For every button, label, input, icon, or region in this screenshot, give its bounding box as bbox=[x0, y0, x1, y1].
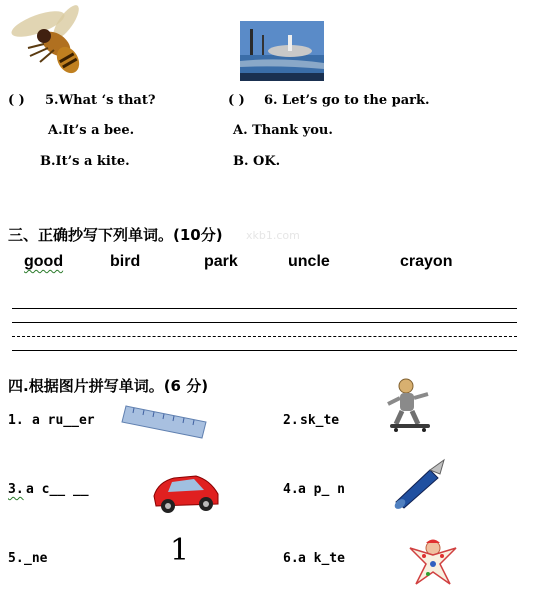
q5-paren: ( ) bbox=[8, 93, 25, 108]
kite-icon bbox=[406, 538, 460, 585]
skater-icon bbox=[384, 376, 436, 434]
q5-option-b: B.It’s a kite. bbox=[40, 154, 130, 169]
item-1-text: a ru__er bbox=[32, 413, 95, 428]
watermark: xkb1.com bbox=[246, 229, 300, 242]
item-3-text: a c__ __ bbox=[26, 482, 89, 497]
item-4-text: a p_ n bbox=[298, 482, 345, 497]
copy-word-crayon: crayon bbox=[400, 253, 453, 270]
item-5-number: 5. bbox=[8, 551, 24, 566]
q5-option-a: A.It’s a bee. bbox=[48, 123, 135, 138]
copy-word-bird: bird bbox=[110, 253, 141, 270]
item-2-number: 2. bbox=[283, 413, 299, 428]
item-6-number: 6. bbox=[283, 551, 299, 566]
section3-title: 三、正确抄写下列单词。(10分) bbox=[8, 226, 223, 244]
number-one-picture: 1 bbox=[170, 533, 190, 568]
writing-line-2 bbox=[12, 322, 517, 323]
q6-text: 6. Let’s go to the park. bbox=[264, 93, 430, 108]
item-6-text: a k_te bbox=[298, 551, 345, 566]
ruler-icon bbox=[120, 400, 208, 440]
item-5-text: _ne bbox=[24, 551, 48, 566]
section4-title: 四.根据图片拼写单词。(6 分) bbox=[8, 377, 209, 395]
bee-icon bbox=[8, 0, 86, 74]
writing-line-3 bbox=[12, 336, 517, 337]
park-photo bbox=[240, 21, 324, 81]
writing-line-1 bbox=[12, 308, 517, 309]
writing-line-4 bbox=[12, 350, 517, 351]
copy-word-good: good bbox=[24, 253, 64, 270]
q6-option-a: A. Thank you. bbox=[233, 123, 333, 138]
q6-paren: ( ) bbox=[228, 93, 245, 108]
item-1-number: 1. bbox=[8, 413, 24, 428]
item-3-number: 3. bbox=[8, 482, 24, 497]
car-icon bbox=[150, 466, 222, 518]
pen-icon bbox=[390, 456, 450, 510]
copy-word-uncle: uncle bbox=[288, 253, 330, 270]
item-4-number: 4. bbox=[283, 482, 299, 497]
item-2-text: sk_te bbox=[300, 413, 340, 428]
q6-option-b: B. OK. bbox=[233, 154, 281, 169]
q5-text: 5.What ‘s that? bbox=[45, 93, 156, 108]
copy-word-park: park bbox=[204, 253, 238, 270]
